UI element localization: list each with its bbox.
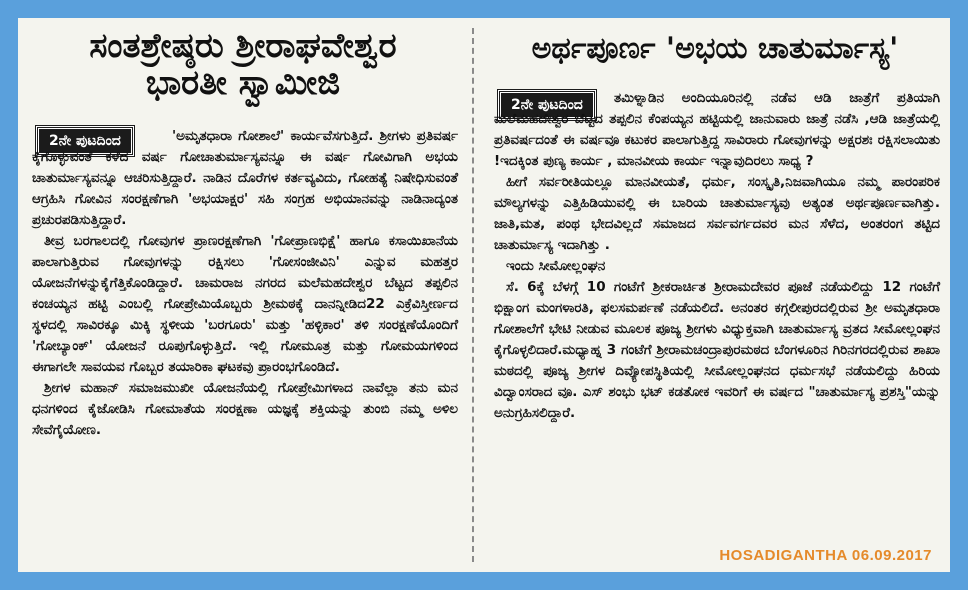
right-article bbox=[480, 18, 950, 572]
column-divider bbox=[472, 28, 474, 562]
left-headline bbox=[18, 28, 468, 103]
clipping-frame bbox=[6, 6, 962, 584]
right-article-body bbox=[494, 88, 940, 424]
left-headline-line1: ಸಂತಶ್ರೇಷ್ಠರು ಶ್ರೀರಾಘವೇಶ್ವರ bbox=[89, 26, 397, 66]
right-continued-badge: 2ನೇ ಪುಟದಿಂದ bbox=[498, 90, 596, 120]
newspaper-clipping bbox=[18, 18, 950, 572]
left-continued-badge: 2ನೇ ಪುಟದಿಂದ bbox=[36, 126, 134, 156]
left-paragraph: ಶ್ರೀಗಳ ಮಹಾನ್ ಸಮಾಜಮುಖೀ ಯೋಜನೆಯಲ್ಲಿ ಗೋಪ್ರೇಮಿಗಳಾದ ನಾವೆಲ್ಲಾ ತನು ಮನ ಧನಗಳಿಂದ ಕೈಜೋಡಿಸಿ ಗೋಮಾತೆಯ ಸಂರಕ್ಷಣಾ ಯಜ್ಞಕ್ಕೆ ಶಕ್ತಿಯನ್ನು ತುಂಬಿ ನಮ್ಮ ಅಳಿಲ ಸೇವೆಗೈಯೋಣ. bbox=[32, 380, 458, 438]
source-credit: HOSADIGANTHA 06.09.2017 bbox=[719, 547, 932, 564]
right-subheading: ಇಂದು ಸೀಮೋಲ್ಲಂಘನ bbox=[506, 258, 606, 274]
left-article bbox=[18, 18, 468, 572]
right-headline: ಅರ್ಥಪೂರ್ಣ 'ಅಭಯ ಚಾತುರ್ಮಾಸ್ಯ' bbox=[531, 31, 899, 66]
left-paragraph: ತೀವ್ರ ಬರಗಾಲದಲ್ಲಿ ಗೋವುಗಳ ಪ್ರಾಣರಕ್ಷಣೆಗಾಗಿ 'ಗೋಪ್ರಾಣಭಿಕ್ಷೆ' ಹಾಗೂ ಕಸಾಯಿಖಾನೆಯ ಪಾಲಾಗುತ್ತಿರುವ ಗೋವುಗಳನ್ನು ರಕ್ಷಿಸಲು 'ಗೋಸಂಜೀವಿನಿ' ಎನ್ನುವ ಮಹತ್ತರ ಯೋಜನೆಗಳನ್ನುಕೈಗೆತ್ತಿಕೊಂಡಿದ್ದಾರೆ. ಚಾಮರಾಜ ನಗರದ ಮಲೆಮಹದೇಶ್ವರ ಬೆಟ್ಟದ ತಪ್ಪಲಿನ ಕಂಚಯ್ಯನ ಹಟ್ಟಿ ಎಂಬಲ್ಲಿ ಗೋಪ್ರೇಮಿಯೊಬ್ಬರು ಶ್ರೀಮಠಕ್ಕೆ ದಾನನ್ನೀಡಿದ22 ಎಕ್ರೆವಿಸ್ತೀರ್ಣದ ಸ್ಥಳದಲ್ಲಿ ಸಾವಿರಕ್ಕೂ ಮಿಕ್ಕಿ ಸ್ಥಳೀಯ 'ಬರಗೂರು' ಮತ್ತು 'ಹಳ್ಳಿಕಾರ' ತಳಿ ಸಂರಕ್ಷಣೆಯೊಂದಿಗೆ 'ಗೋಬ್ಯಾಂಕ್' ಯೋಜನೆ ರೂಪುಗೊಳ್ಳುತ್ತಿದೆ. ಇಲ್ಲಿ ಗೋಮೂತ್ರ ಮತ್ತು ಗೋಮಯಗಳಿಂದ ಈಗಾಗಲೇ ಸಾವಯವ ಗೊಬ್ಬರ ತಯಾರಿಕಾ ಘಟಕವು ಪ್ರಾರಂಭಗೊಂಡಿದೆ. bbox=[32, 233, 458, 375]
right-paragraph: ತಮಿಳ್ನಾಡಿನ ಅಂದಿಯೂರಿನಲ್ಲಿ ನಡೆವ ಆಡಿ ಜಾತ್ರೆಗೆ ಪ್ರತಿಯಾಗಿ ಮಲೆಮಹದೇಶ್ವರ ಬೆಟ್ಟದ ತಪ್ಪಲಿನ ಕೆಂಪಯ್ಯನ ಹಟ್ಟಿಯಲ್ಲಿ ಜಾನುವಾರು ಜಾತ್ರೆ ನಡೆಸಿ ,ಆಡಿ ಜಾತ್ರೆಯಲ್ಲಿ ಪ್ರತಿವರ್ಷದಂತೆ ಈ ವರ್ಷವೂ ಕಟುಕರ ಪಾಲಾಗುತ್ತಿದ್ದ ಸಾವಿರಾರು ಗೋವುಗಳನ್ನು ಅಕ್ಷರಶಃ ರಕ್ಷಿಸಲಾಯಿತು !ಇದಕ್ಕಿಂತ ಪುಣ್ಯ ಕಾರ್ಯ , ಮಾನವೀಯ ಕಾರ್ಯ ಇನ್ನಾವುದಿರಲು ಸಾಧ್ಯ ? bbox=[494, 90, 940, 169]
left-article-body bbox=[32, 126, 458, 441]
right-paragraph: ಹೀಗೆ ಸರ್ವರೀತಿಯಲ್ಲೂ ಮಾನವೀಯತೆ, ಧರ್ಮ, ಸಂಸ್ಕೃತಿ,ನಿಜವಾಗಿಯೂ ನಮ್ಮ ಪಾರಂಪರಿಕ ಮೌಲ್ಯಗಳನ್ನು ಎತ್ತಿಹಿಡಿಯುವಲ್ಲಿ ಈ ಬಾರಿಯ ಚಾತುರ್ಮಾಸ್ಯವು ಅತ್ಯಂತ ಅರ್ಥಪೂರ್ಣವಾಗಿತ್ತು. ಜಾತಿ,ಮತ, ಪಂಥ ಭೇದವಿಲ್ಲದೆ ಸಮಾಜದ ಸರ್ವವರ್ಗದವರ ಮನ ಸೆಳೆದ, ಅಂತರಂಗ ತಟ್ಟಿದ ಚಾತುರ್ಮಾಸ್ಯ ಇದಾಗಿತ್ತು . bbox=[494, 174, 940, 253]
left-paragraph: 'ಅಮೃತಧಾರಾ ಗೋಶಾಲೆ' ಕಾರ್ಯವೆಸಗುತ್ತಿದೆ. ಶ್ರೀಗಳು ಪ್ರತಿವರ್ಷ ಕೈಗೊಳ್ಳುವಂತೆ ಕಳೆದ ವರ್ಷ ಗೋಚಾತುರ್ಮಾಸ್ಯವನ್ನೂ ಈ ವರ್ಷ ಗೋವಿಗಾಗಿ ಅಭಯ ಚಾತುರ್ಮಾಸ್ಯವನ್ನೂ ಆಚರಿಸುತ್ತಿದ್ದಾರೆ. ನಾಡಿನ ದೊರೆಗಳ ಕರ್ತವ್ಯವಿದು, ಗೋಹತ್ಯೆ ನಿಷೇಧಿಸುವಂತೆ ಆಗ್ರಹಿಸಿ ಗೋವಿನ ಸಂರಕ್ಷಣೆಗಾಗಿ 'ಅಭಯಾಕ್ಷರ' ಸಹಿ ಸಂಗ್ರಹ ಅಭಿಯಾನವನ್ನು ನಾಡಿನಾದ್ಯಂತ ಪ್ರಚುರಪಡಿಸುತ್ತಿದ್ದಾರೆ. bbox=[32, 128, 458, 228]
left-headline-line2: ಭಾರತೀ ಸ್ವಾಮೀಜಿ bbox=[145, 63, 341, 104]
right-paragraph: ಸೆ. 6ಕ್ಕೆ ಬೆಳಗ್ಗೆ 10 ಗಂಟೆಗೆ ಶ್ರೀಕರಾರ್ಚಿತ ಶ್ರೀರಾಮದೇವರ ಪೂಜೆ ನಡೆಯಲಿದ್ದು 12 ಗಂಟೆಗೆ ಭಿಕ್ಷಾಂಗ ಮಂಗಳಾರತಿ, ಫಲಸಮರ್ಪಣೆ ನಡೆಯಲಿದೆ. ಅನಂತರ ಕಗ್ಗಲೀಪುರದಲ್ಲಿರುವ ಶ್ರೀ ಅಮೃತಧಾರಾ ಗೋಶಾಲೆಗೆ ಭೇಟಿ ನೀಡುವ ಮೂಲಕ ಪೂಜ್ಯ ಶ್ರೀಗಳು ವಿಧ್ಯುಕ್ತವಾಗಿ ಚಾತುರ್ಮಾಸ್ಯ ವ್ರತದ ಸೀಮೋಲ್ಲಂಘನ ಕೈಗೊಳ್ಳಲಿದಾರೆ.ಮಧ್ಯಾಹ್ನ 3 ಗಂಟೆಗೆ ಶ್ರೀರಾಮಚಂದ್ರಾಪುರಮಠದ ಬೆಂಗಳೂರಿನ ಗಿರಿನಗರದಲ್ಲಿರುವ ಶಾಖಾ ಮಠದಲ್ಲಿ ಪೂಜ್ಯ ಶ್ರೀಗಳ ದಿವ್ಯೋಪಸ್ಥಿತಿಯಲ್ಲಿ ಸೀಮೋಲ್ಲಂಘನದ ಧರ್ಮಸಭೆ ನಡೆಯಲಿದ್ದು ಹಿರಿಯ ವಿದ್ವಾಂಸರಾದ ವೂ. ಎಸ್ ಶಂಭು ಭಟ್ ಕಡತೋಕ ಇವರಿಗೆ ಈ ವರ್ಷದ "ಚಾತುರ್ಮಾಸ್ಯ ಪ್ರಶಸ್ತಿ"ಯನ್ನು ಅನುಗ್ರಹಿಸಲಿದ್ದಾರೆ. bbox=[494, 279, 940, 421]
